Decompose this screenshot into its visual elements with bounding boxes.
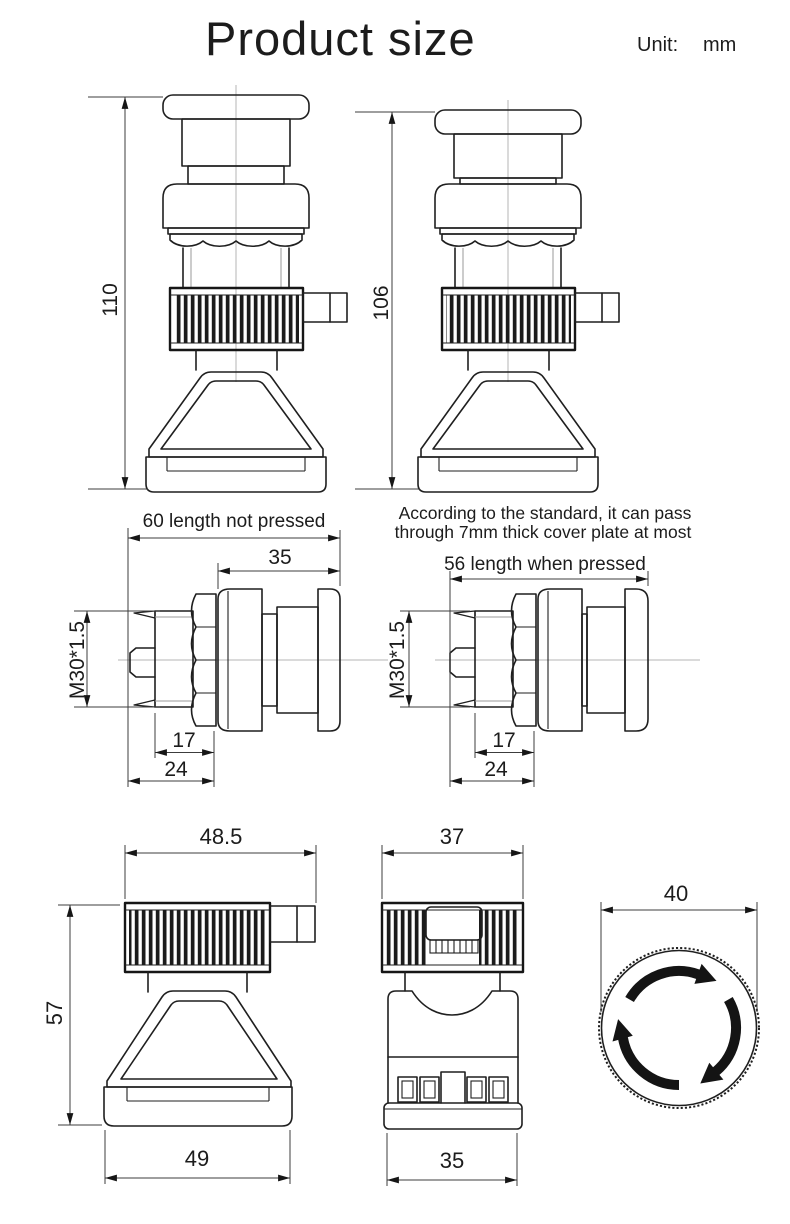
thread-stem [475, 611, 513, 707]
dim-thread-spec-left: M30*1.5 [66, 620, 89, 700]
dim-17-right: 17 [492, 729, 516, 752]
base-plate [384, 1103, 522, 1129]
base-plate [418, 457, 598, 492]
dim-height-pressed: 106 [370, 285, 393, 321]
dim-24-right: 24 [484, 758, 508, 781]
note-not-pressed: 60 length not pressed [142, 511, 326, 532]
note-standard-line1: According to the standard, it can pass [398, 503, 692, 523]
terminal-inner [493, 1081, 504, 1098]
bracket-inner [433, 381, 583, 449]
unit-label: Unit: [637, 34, 679, 56]
figure-front-view-pressed [355, 100, 619, 492]
rotate-arrows [623, 971, 736, 1085]
page-title: Product size [205, 12, 476, 65]
thread-marks [134, 611, 155, 707]
bracket-inner [161, 381, 311, 449]
lower-stem [148, 972, 247, 992]
terminal-inner [402, 1081, 413, 1098]
lock-ring-segments [196, 627, 216, 693]
rotate-arrowheads [613, 964, 724, 1084]
dim-head-diameter: 40 [663, 881, 689, 906]
note-pressed: 56 length when pressed [444, 554, 646, 575]
nut-ribs-left [386, 911, 426, 965]
ext-lines [400, 571, 648, 787]
ext-lines [601, 902, 757, 1012]
side-connector [270, 906, 315, 942]
dim-17-left: 17 [172, 729, 196, 752]
figure-side-view-pressed [386, 571, 700, 787]
unit-value: mm [703, 34, 737, 56]
nut-ribs [446, 296, 571, 343]
side-connector [575, 293, 619, 322]
base-step [167, 457, 305, 471]
dim-thread-spec-right: M30*1.5 [386, 620, 409, 700]
body-shell [388, 991, 518, 1103]
nut-ribs [174, 296, 299, 343]
dim-height-unpressed: 110 [99, 283, 122, 317]
notes [143, 503, 692, 575]
figure-front-view-unpressed [88, 85, 347, 492]
nut-ribs [129, 911, 266, 965]
bracket-outer [107, 991, 291, 1087]
figure-top-view [599, 881, 759, 1108]
thread-root-lines [155, 617, 193, 701]
ext-lines [74, 528, 340, 787]
dim-body-width-top: 48.5 [199, 824, 243, 849]
nut-window [426, 907, 482, 940]
bracket-outer [149, 372, 323, 457]
dim-24-left: 24 [164, 758, 188, 781]
ext-lines-106 [355, 112, 435, 489]
side-connector [303, 293, 347, 322]
anti-rotation-tab [130, 648, 155, 677]
rotate-arrow-top [630, 971, 699, 1000]
lock-ring-segments [516, 627, 536, 693]
neck [405, 972, 500, 991]
dim-head-width: 35 [268, 546, 292, 569]
dim-body-height: 57 [42, 1000, 67, 1026]
base-step [127, 1087, 269, 1101]
terminal-inner [471, 1081, 482, 1098]
bracket-outer [421, 372, 595, 457]
figure-body-side-view [42, 824, 316, 1184]
dim-base-width-side: 49 [184, 1146, 210, 1171]
header [205, 12, 736, 65]
arrowhead-bottom [613, 1019, 633, 1041]
anti-rotation-tab [450, 648, 475, 677]
thread-root-lines [475, 617, 513, 701]
figure-side-view-unpressed [66, 528, 388, 787]
rotate-arrow-bottom [623, 1038, 679, 1085]
terminal-inner [424, 1081, 435, 1098]
center-partition [441, 1072, 465, 1103]
base-step [439, 457, 577, 471]
terminals [398, 1072, 508, 1103]
base-plate [146, 457, 326, 492]
base-plate [104, 1087, 292, 1126]
note-standard-line2: through 7mm thick cover plate at most [394, 522, 692, 542]
figure-body-front-view [382, 824, 523, 1186]
thread-marks [454, 611, 475, 707]
rotate-arrow-right [716, 1000, 736, 1072]
nut-comb-teeth [436, 940, 472, 953]
ext-lines [58, 845, 316, 1184]
thread-stem [155, 611, 193, 707]
nut-ribs-right [479, 911, 519, 965]
dim-nut-width: 37 [439, 824, 465, 849]
dim-base-width-front: 35 [439, 1148, 465, 1173]
bracket-inner [121, 1001, 277, 1079]
